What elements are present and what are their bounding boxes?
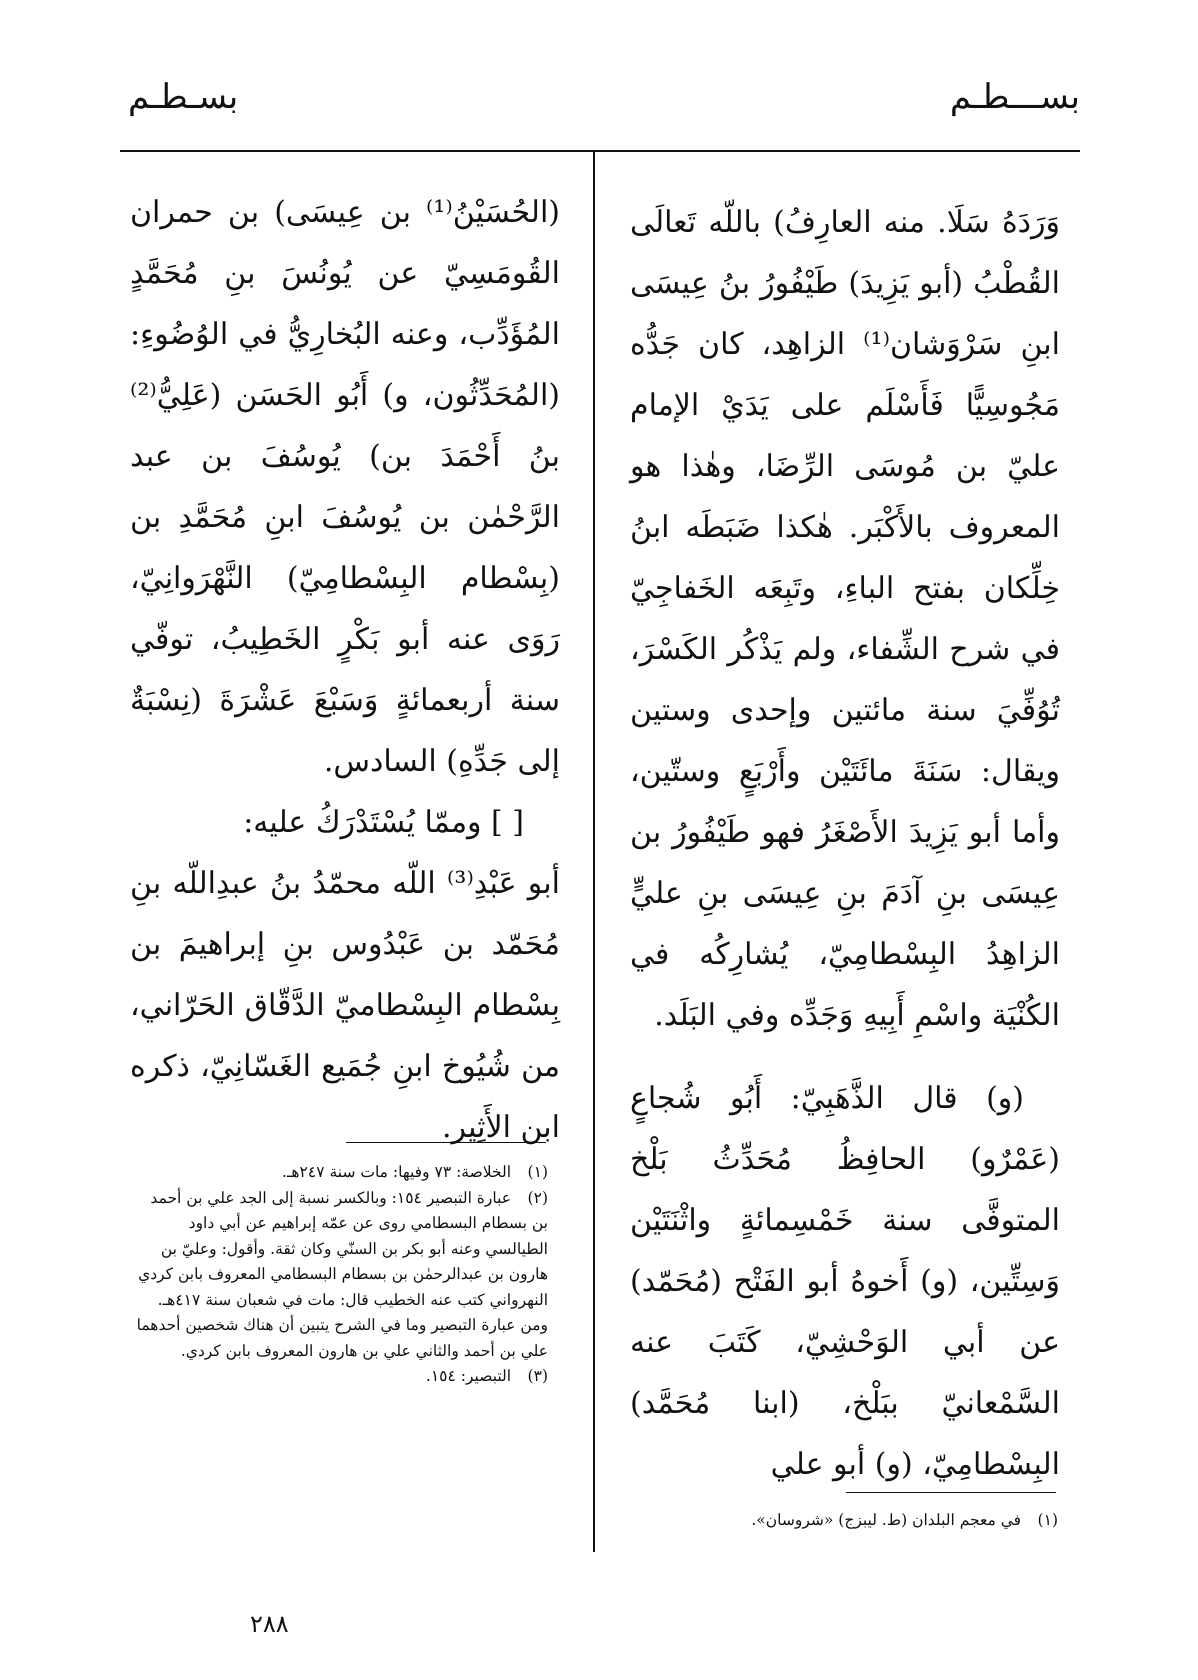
running-head-right: بســـطـم	[949, 77, 1080, 117]
left-paragraph-2: [ ] وممّا يُسْتَدْرَكُ عليه:	[243, 805, 524, 840]
right-paragraph-1: وَرَدَهُ سَلَا. منه العارِفُ) باللّه تَعالَى القُطْبُ (أبو يَزِيدَ) طَيْفُورُ بنُ عِيسَى ابنِ سَرْوَشان⁽¹⁾ الزاهِد، كان جَدُّه مَجُوسِيًّا فَأَسْلَم على يَدَيْ الإمام عليّ بن مُوسَى الرِّضَا، وهٰذا هو المعروف بالأَكْبَر. هٰكذا ضَبَطَه ابنُ خِلِّكان بفتح الباءِ، وتَبِعَه الخَفاجِيّ في شرح الشِّفاء، ولم يَذْكُر الكَسْرَ، تُوُفِّيَ سنة مائتين وإحدى وستين ويقال: سَنَةَ مائَتَيْن وأَرْبَعٍ وستّين، وأما أبو يَزِيدَ الأَصْغَرُ فهو طَيْفُورُ بن عِيسَى بنِ آدَمَ بنِ عِيسَى بنِ عليٍّ الزاهِدُ البِسْطامِيّ، يُشارِكُه في الكُنْيَة واسْمِ أَبِيهِ وَجَدِّه وفي البَلَد.	[630, 205, 1060, 1033]
left-footnotes	[136, 1160, 548, 1390]
right-paragraph-2: (و) قال الذَّهَبِيّ: أَبُو شُجاعٍ (عَمْرٌو) الحافِظُ مُحَدِّثُ بَلْخ المتوفَّى سنة خَمْسِمائةٍ واثْنَتَيْن وَسِتِّين، (و) أَخوهُ أبو الفَتْح (مُحَمّد) عن أبي الوَحْشِيّ، كَتَبَ عنه السَّمْعانيّ ببَلْخ، (ابنا مُحَمَّد) البِسْطامِيّ، (و) أبو علي	[630, 1081, 1060, 1482]
column-divider	[593, 152, 595, 1552]
right-footnote-1	[630, 1508, 1058, 1534]
left-column	[130, 182, 560, 1158]
right-footnote-separator	[846, 1492, 1056, 1493]
running-head-left: بسـطـم	[128, 77, 239, 117]
right-footnotes	[630, 1508, 1058, 1534]
footnote-text: في معجم البلدان (ط. ليبزج) «شروسان».	[751, 1511, 1022, 1529]
footnote-number: (٣)	[527, 1367, 548, 1385]
footnote-number: (٢)	[527, 1188, 548, 1207]
footnote-number: (١)	[1037, 1511, 1058, 1529]
left-footnote-separator	[346, 1142, 546, 1143]
left-footnote-2	[136, 1186, 548, 1365]
left-paragraph-1: (الحُسَيْنُ⁽¹⁾ بن عِيسَى) بن حمران القُومَسِيّ عن يُونُسَ بنِ مُحَمَّدٍ المُؤَدِّب، وعنه البُخارِيُّ في الوُضُوءِ: (المُحَدِّثُون، و) أَبُو الحَسَن (عَلِيُّ⁽²⁾ بنُ أَحْمَدَ بن) يُوسُفَ بن عبد الرَّحْمٰن بن يُوسُفَ ابنِ مُحَمَّدِ بن (بِسْطام البِسْطامِيّ) النَّهْرَوانِيّ، رَوَى عنه أبو بَكْرٍ الخَطِيبُ، توفّي سنة أربعمائةٍ وَسَبْعَ عَشْرَةَ (نِسْبَةٌ إلى جَدِّهِ) السادس.	[130, 195, 560, 779]
left-footnote-1	[136, 1160, 548, 1186]
footnote-number: (١)	[527, 1163, 548, 1181]
footnote-text: عبارة التبصير ١٥٤: وبالكسر نسبة إلى الجد علي بن أحمد بن بسطام البسطامي روى عن عمّه إبراهيم عن أبي داود الطيالسي وعنه أبو بكر بن السنّي وكان ثقة. وأقول: وعليّ بن هارون بن عبدالرحمٰن بن بسطام البسطامي المعروف بابن كردي النهرواني كتب عنه الخطيب قال: مات في شعبان سنة ٤١٧هـ. ومن عبارة التبصير وما في الشرح يتبين أن هناك شخصين أحدهما علي بن أحمد والثاني علي بن هارون المعروف بابن كردي.	[136, 1188, 548, 1360]
left-paragraph-3: أبو عَبْدِ⁽³⁾ اللّه محمّدُ بنُ عبدِاللّه بنِ مُحَمّد بن عَبْدُوس بنِ إبراهيمَ بن بِسْطام البِسْطاميّ الدَّقّاق الحَرّاني، من شُيُوخ ابنِ جُمَيع الغَسّانِيّ، ذكره ابن الأَثِير.	[130, 866, 560, 1145]
right-column	[630, 192, 1060, 1495]
page-number: ٢٨٨	[250, 1610, 289, 1638]
footnote-text: التبصير: ١٥٤.	[425, 1367, 512, 1385]
footnote-text: الخلاصة: ٧٣ وفيها: مات سنة ٢٤٧هـ.	[281, 1163, 512, 1181]
header-rule	[120, 150, 1080, 152]
left-footnote-3	[136, 1364, 548, 1390]
